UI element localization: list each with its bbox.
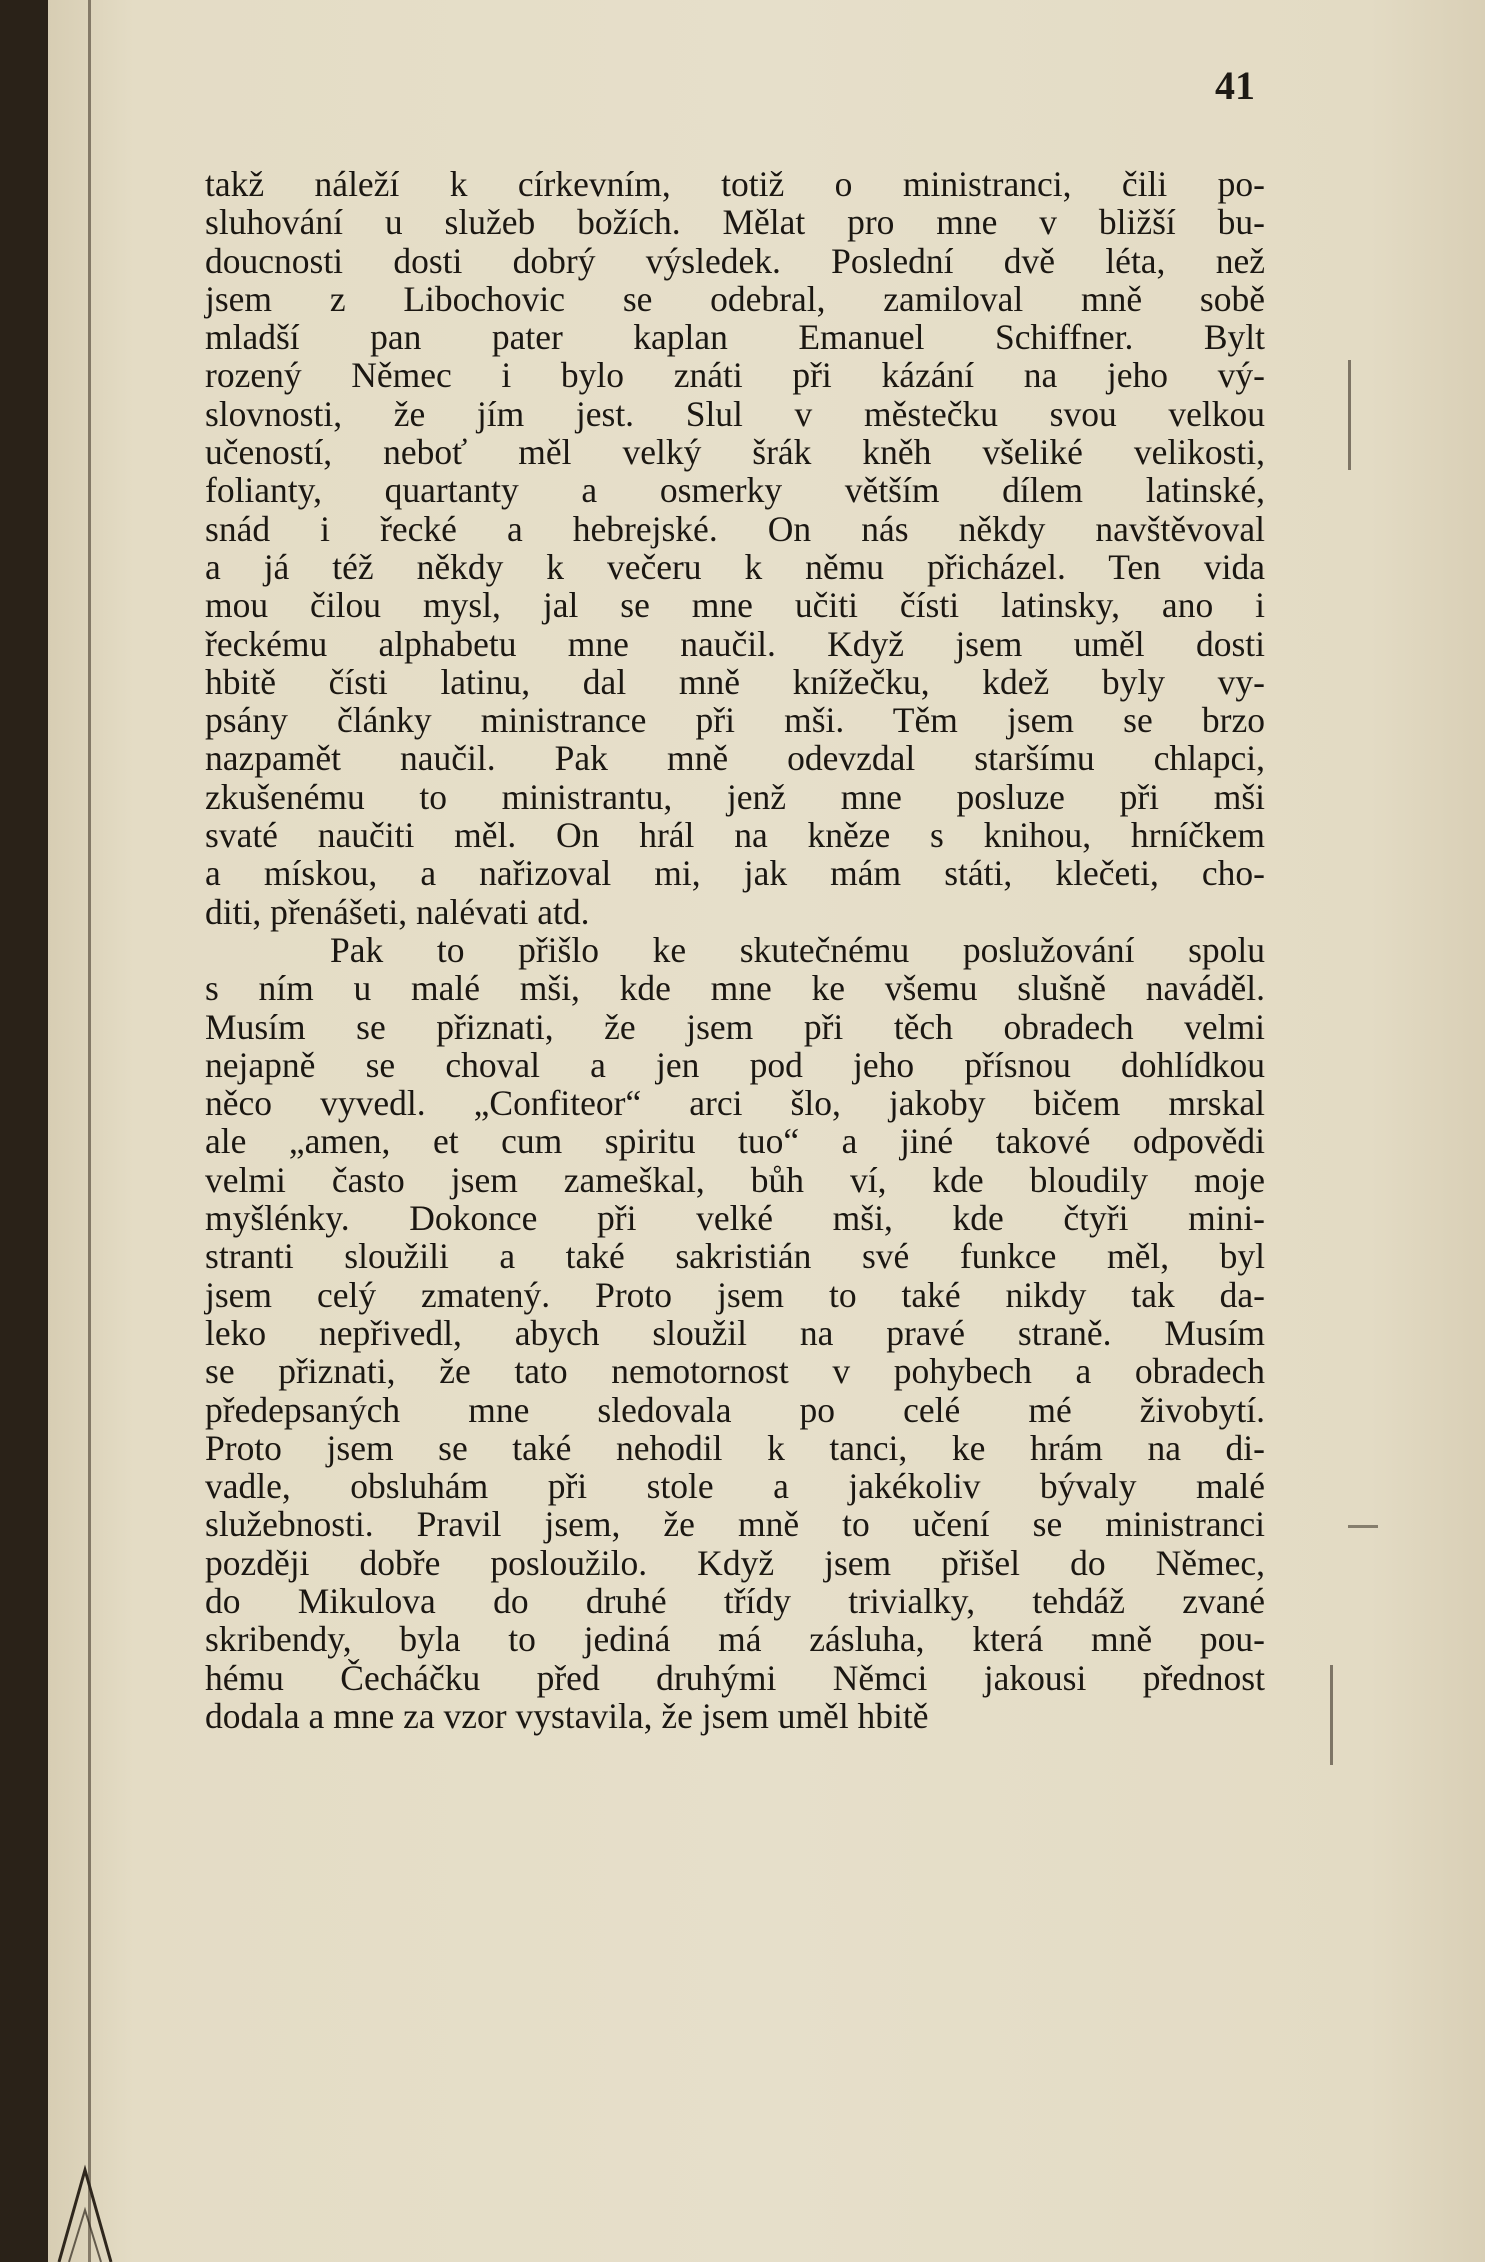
margin-mark [1330, 1665, 1333, 1765]
text-line: se přiznati, že tato nemotornost v pohybech a obradech [205, 1351, 1265, 1392]
text-line: hému Čecháčku před druhými Němci jakousi přednost [205, 1657, 1265, 1698]
text-line: učeností, neboť měl velký šrák kněh všeliké velikosti, [205, 432, 1265, 473]
text-line: něco vyvedl. „Confiteor“ arci šlo, jakoby bičem mrskal [205, 1083, 1265, 1124]
text-line: zkušenému to ministrantu, jenž mne posluze při mši [205, 776, 1265, 817]
text-line: nazpamět naučil. Pak mně odevzdal staršímu chlapci, [205, 738, 1265, 779]
text-line: nejapně se choval a jen pod jeho přísnou dohlídkou [205, 1044, 1265, 1085]
text-line: skribendy, byla to jediná má zásluha, která mně pou- [205, 1619, 1265, 1660]
text-line: dodala a mne za vzor vystavila, že jsem uměl hbitě [205, 1695, 929, 1736]
text-line: služebnosti. Pravil jsem, že mně to učení se ministranci [205, 1504, 1265, 1545]
text-line: myšlénky. Dokonce při velké mši, kde čtyři mini- [205, 1198, 1265, 1239]
text-line: Proto jsem se také nehodil k tanci, ke hrám na di- [205, 1427, 1265, 1468]
page-number: 41 [1215, 63, 1255, 108]
paragraph [205, 165, 1265, 931]
margin-dash [1348, 1525, 1378, 1528]
text-line: a já též někdy k večeru k němu přicházel. Ten vida [205, 546, 1265, 587]
text-line: mladší pan pater kaplan Emanuel Schiffner. Bylt [205, 317, 1265, 358]
text-line: do Mikulova do druhé třídy trivialky, tehdáž zvané [205, 1580, 1265, 1621]
text-line: hbitě čísti latinu, dal mně knížečku, kdež byly vy- [205, 661, 1265, 702]
text-line: folianty, quartanty a osmerky větším dílem latinské, [205, 470, 1265, 511]
text-line: Musím se přiznati, že jsem při těch obradech velmi [205, 1006, 1265, 1047]
text-line: velmi často jsem zameškal, bůh ví, kde bloudily moje [205, 1159, 1265, 1200]
text-line: Pak to přišlo ke skutečnému poslužování spolu [330, 929, 1265, 970]
text-line: řeckému alphabetu mne naučil. Když jsem uměl dosti [205, 623, 1265, 664]
text-line: psány články ministrance při mši. Těm jsem se brzo [205, 700, 1265, 741]
text-line: jsem celý zmatený. Proto jsem to také nikdy tak da- [205, 1274, 1265, 1315]
page-gutter [88, 0, 91, 2262]
text-line: vadle, obsluhám při stole a jakékoliv bývaly malé [205, 1466, 1265, 1507]
text-line: svaté naučiti měl. On hrál na kněze s knihou, hrníčkem [205, 815, 1265, 856]
text-line: později dobře posloužilo. Když jsem přišel do Němec, [205, 1542, 1265, 1583]
text-line: mou čilou mysl, jal se mne učiti čísti latinsky, ano i [205, 585, 1265, 626]
margin-mark [1348, 360, 1351, 470]
text-line: stranti sloužili a také sakristián své funkce měl, byl [205, 1236, 1265, 1277]
page-body-text [205, 165, 1265, 1735]
text-line: takž náleží k církevním, totiž o ministranci, čili po- [205, 164, 1265, 204]
text-line: slovnosti, že jím jest. Slul v městečku svou velkou [205, 393, 1265, 434]
text-line: s ním u malé mši, kde mne ke všemu slušně naváděl. [205, 968, 1265, 1009]
text-line: ale „amen, et cum spiritu tuo“ a jiné takové odpovědi [205, 1121, 1265, 1162]
corner-fold-mark [55, 2150, 115, 2262]
text-line: diti, přenášeti, nalévati atd. [205, 891, 590, 932]
text-line: jsem z Libochovic se odebral, zamiloval mně sobě [205, 278, 1265, 319]
text-line: snád i řecké a hebrejské. On nás někdy navštěvoval [205, 508, 1265, 549]
paragraph [205, 931, 1265, 1735]
text-line: a mískou, a nařizoval mi, jak mám státi, klečeti, cho- [205, 853, 1265, 894]
text-line: rozený Němec i bylo znáti při kázání na jeho vý- [205, 355, 1265, 396]
text-line: leko nepřivedl, abych sloužil na pravé straně. Musím [205, 1312, 1265, 1353]
text-line: doucnosti dosti dobrý výsledek. Poslední dvě léta, než [205, 240, 1265, 281]
text-line: sluhování u služeb božích. Mělat pro mne v bližší bu- [205, 202, 1265, 243]
text-line: předepsaných mne sledovala po celé mé živobytí. [205, 1389, 1265, 1430]
